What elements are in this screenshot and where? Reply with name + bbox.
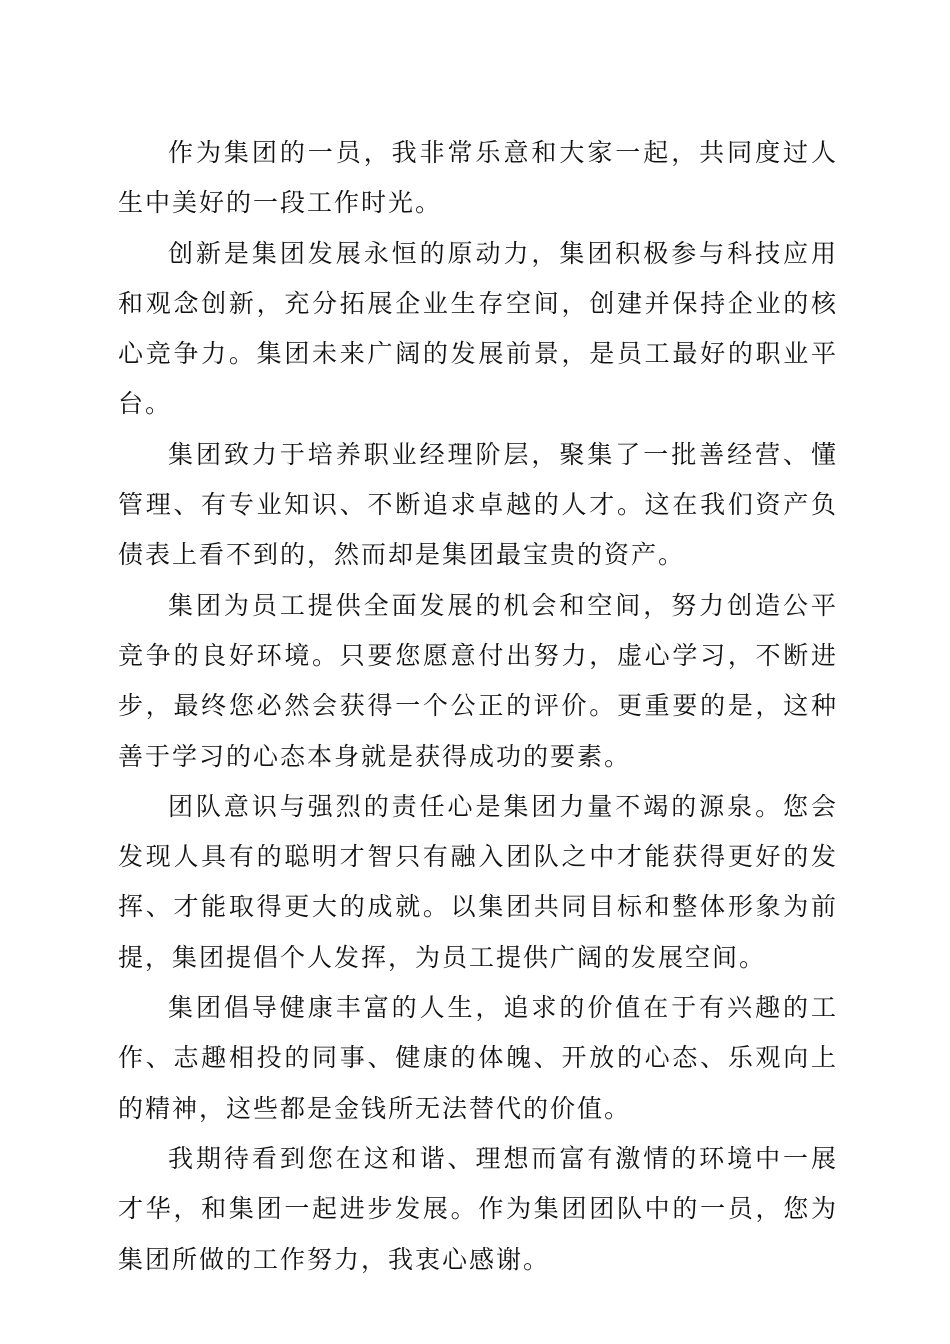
document-body <box>118 128 838 1285</box>
paragraph-2: 创新是集团发展永恒的原动力，集团积极参与科技应用和观念创新，充分拓展企业生存空间，创建并保持企业的核心竞争力。集团未来广阔的发展前景，是员工最好的职业平台。 <box>118 238 838 419</box>
paragraph-6: 集团倡导健康丰富的人生，追求的价值在于有兴趣的工作、志趣相投的同事、健康的体魄、开放的心态、乐观向上的精神，这些都是金钱所无法替代的价值。 <box>118 993 838 1123</box>
paragraph-7: 我期待看到您在这和谐、理想而富有激情的环境中一展才华，和集团一起进步发展。作为集团团队中的一员，您为集团所做的工作努力，我衷心感谢。 <box>118 1143 838 1274</box>
paragraph-1: 作为集团的一员，我非常乐意和大家一起，共同度过人生中美好的一段工作时光。 <box>118 138 838 218</box>
paragraph-5: 团队意识与强烈的责任心是集团力量不竭的源泉。您会发现人具有的聪明才智只有融入团队之中才能获得更好的发挥、才能取得更大的成就。以集团共同目标和整体形象为前提，集团提倡个人发挥，为员工提供广阔的发展空间。 <box>118 791 838 972</box>
paragraph-4: 集团为员工提供全面发展的机会和空间，努力创造公平竞争的良好环境。只要您愿意付出努力，虚心学习，不断进步，最终您必然会获得一个公正的评价。更重要的是，这种善于学习的心态本身就是获得成功的要素。 <box>118 590 838 771</box>
paragraph-3: 集团致力于培养职业经理阶层，聚集了一批善经营、懂管理、有专业知识、不断追求卓越的人才。这在我们资产负债表上看不到的，然而却是集团最宝贵的资产。 <box>118 439 838 570</box>
